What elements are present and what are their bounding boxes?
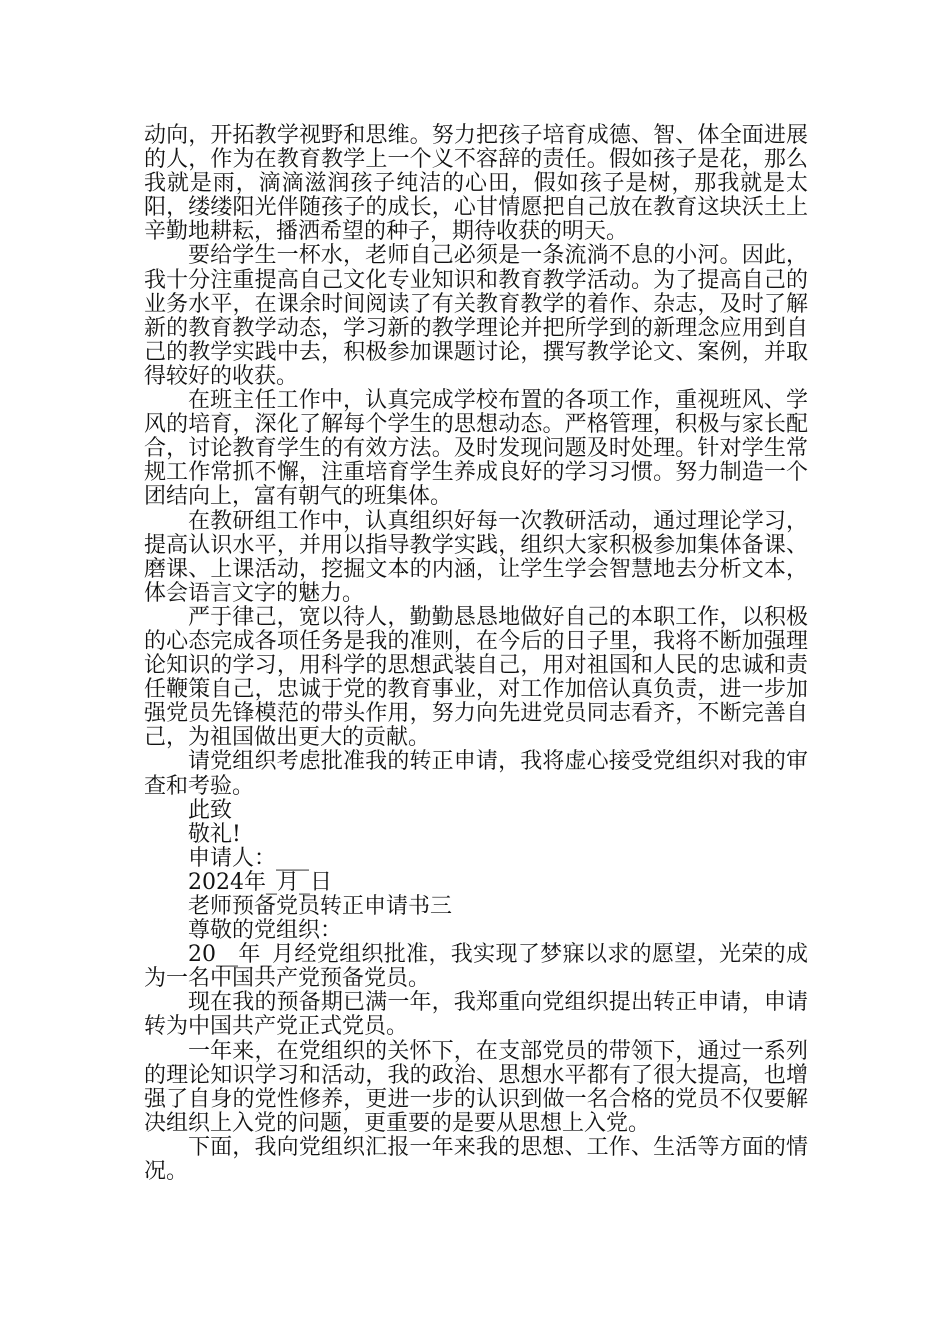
section-title: 老师预备党员转正申请书三 bbox=[188, 894, 453, 919]
date-line: 2024年_月_日 bbox=[188, 869, 332, 895]
paragraph-1: 动向，开拓教学视野和思维。努力把孩子培育成德、智、体全面进展的人，作为在教育教学上一个义不容辞的责任。假如孩子是花，那么我就是雨，滴滴滋润孩子纯洁的心田，假如孩子是树，那我就是太阳，缕缕阳光伴随孩子的成长，心甘情愿把自己放在教育这块沃土上辛勤地耕耘，播洒希望的种子，期待收获的明天。 bbox=[144, 123, 808, 245]
paragraph-5: 严于律己，宽以待人，勤勤恳恳地做好自己的本职工作，以积极的心态完成各项任务是我的准则，在今后的日子里，我将不断加强理论知识的学习，用科学的思想武装自己，用对祖国和人民的忠诚和责任鞭策自己，忠诚于党的教育事业，对工作加倍认真负责，进一步加强党员先锋模范的带头作用，努力向先进党员同志看齐，不断完善自己，为祖国做出更大的贡献。 bbox=[144, 604, 808, 751]
paragraph-10: 下面，我向党组织汇报一年来我的思想、工作、生活等方面的情况。 bbox=[144, 1134, 808, 1185]
applicant-line: 申请人：___ bbox=[188, 845, 310, 871]
salutation-cizhi: 此致 bbox=[188, 797, 233, 823]
greeting: 尊敬的党组织： bbox=[188, 918, 343, 944]
document-body bbox=[144, 124, 808, 1184]
salutation-jingli: 敬礼! bbox=[188, 821, 241, 847]
paragraph-4: 在教研组工作中，认真组织好每一次教研活动，通过理论学习，提高认识水平，并用以指导教学实践，组织大家积极参加集体备课、磨课、上课活动，挖掘文本的内涵，让学生学会智慧地去分析文本，体会语言文字的魅力。 bbox=[144, 508, 808, 606]
paragraph-3: 在班主任工作中，认真完成学校布置的各项工作，重视班风、学风的培育，深化了解每个学生的思想动态。严格管理，积极与家长配合，讨论教育学生的有效方法。及时发现问题及时处理。针对学生常规工作常抓不懈，注重培育学生养成良好的学习习惯。努力制造一个团结向上，富有朝气的班集体。 bbox=[144, 388, 808, 510]
paragraph-7: 20__年_月经党组织批准，我实现了梦寐以求的愿望，光荣的成为一名中国共产党预备党员。 bbox=[144, 942, 808, 992]
paragraph-8: 现在我的预备期已满一年，我郑重向党组织提出转正申请，申请转为中国共产党正式党员。 bbox=[144, 990, 808, 1040]
paragraph-9: 一年来，在党组织的关怀下，在支部党员的带领下，通过一系列的理论知识学习和活动，我的政治、思想水平都有了很大提高，也增强了自身的党性修养，更进一步的认识到做一名合格的党员不仅要解决组织上入党的问题，更重要的是要从思想上入党。 bbox=[144, 1038, 808, 1136]
paragraph-6: 请党组织考虑批准我的转正申请，我将虚心接受党组织对我的审查和考验。 bbox=[144, 749, 808, 799]
paragraph-2: 要给学生一杯水，老师自己必须是一条流淌不息的小河。因此，我十分注重提高自己文化专业知识和教育教学活动。为了提高自己的业务水平，在课余时间阅读了有关教育教学的着作、杂志，及时了解新的教育教学动态，学习新的教学理论并把所学到的新理念应用到自己的教学实践中去，积极参加课题讨论，撰写教学论文、案例，并取得较好的收获。 bbox=[144, 243, 808, 389]
